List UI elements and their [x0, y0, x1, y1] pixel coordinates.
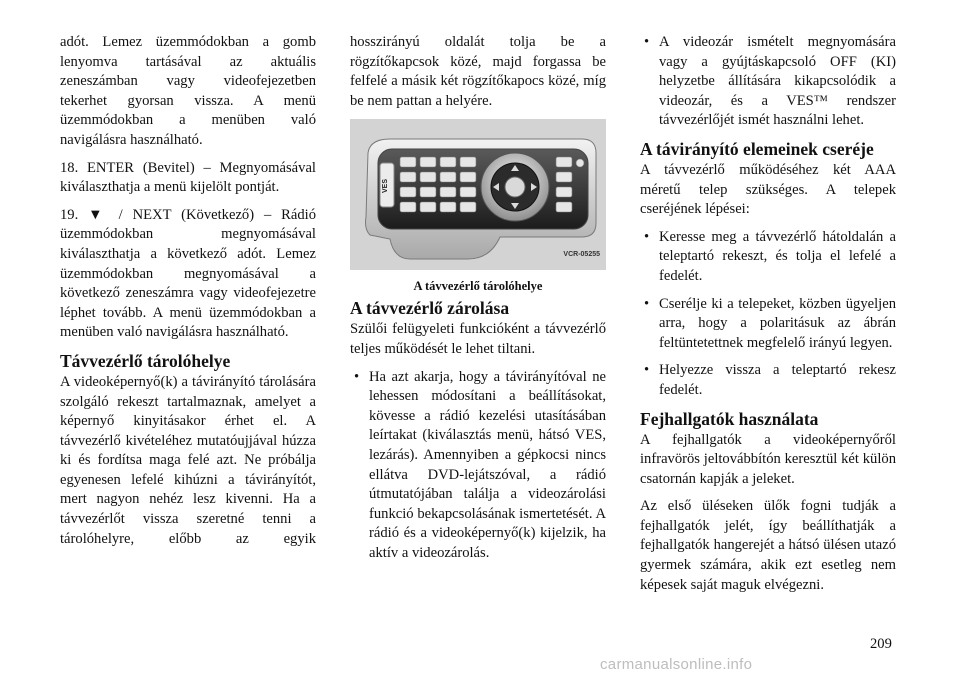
bullet-list [640, 33, 896, 131]
paragraph-enter: 18. ENTER (Bevitel) – Megnyomásával kiválaszthatja a menü kijelölt pontját. [60, 159, 316, 196]
figure-caption: A távvezérlő tárolóhelye [413, 279, 543, 294]
heading-headphones: Fejhallgatók használata [640, 408, 819, 429]
list-item: • Helyezze vissza a teleptartó rekesz fedelét. [640, 361, 896, 400]
list-item: • Cserélje ki a telepeket, közben ügyeljen arra, hogy a polaritásuk az ábrán feltüntetettnek megfelelő irányú legyen. [640, 295, 896, 354]
list-item: • A videozár ismételt megnyomására vagy a gyújtáskapcsoló OFF (KI) helyzetbe állítására kikapcsolódik a videozár, és a VES™ rendszer távvezérlőjét ismét használni lehet. [640, 33, 896, 131]
paragraph: Az első üléseken ülők fogni tudják a fejhallgatók jelét, így beállíthatják a fejhallgatók hangerejét a hátsó ülésen utazó gyermek számára, akik ezt esetleg nem képesek saját maguk elvégezni. [640, 498, 896, 593]
column-left [60, 33, 316, 557]
svg-text:VES: VES [382, 179, 389, 194]
paragraph: A videoképernyő(k) a távirányító tárolására szolgáló rekeszt tartalmaznak, amelyet a képernyő kinyitásakor érhet el. A távvezérlő kivételéhez mutatóujjával húzza ki és fordítsa maga felé azt. Ne próbálja egyenesen lefelé kihúzni a távirányítót, mert nagyon nehéz lesz kivenni. Ha a távvezérlőt vissza szeretné tenni a tárolóhelyre, előbb az egyik [60, 373, 316, 547]
bullet-list [350, 368, 606, 564]
heading-battery-replacement: A távirányító elemeinek cseréje [640, 138, 874, 159]
watermark: carmanualsonline.info [600, 656, 753, 673]
bullet-list [640, 228, 896, 401]
paragraph: A távvezérlő működéséhez két AAA méretű telep szükséges. A telepek cseréjének lépései: [640, 161, 896, 218]
heading-remote-lock: A távvezérlő zárolása [350, 298, 510, 319]
page-number: 209 [870, 636, 892, 652]
list-item: • Ha azt akarja, hogy a távirányítóval ne lehessen módosítani a beállításokat, kövesse a rádió kezelési utasításában leírtakat (kiválasztás menü, hátsó VES, lezárás). Amennyiben a gépkocsi nincs ellátva DVD-lejátszóval, a rádió útmutatójában találja a videozárolási funkció bekapcsolásának ismertetését. A rádió és a videoképernyő(k) kijelzik, ha aktív a videozárolás. [350, 368, 606, 564]
paragraph-next: 19. ▼ / NEXT (Következő) – Rádió üzemmódokban megnyomásával kiválaszthatja a következő adót. Lemez üzemmódokban megnyomásával a következő zeneszámra vagy videofejezetre léphet tovább. A menü üzemmódokban a menüben való navigálásra használható. [60, 206, 316, 341]
remote-storage-figure [350, 119, 606, 270]
paragraph: adót. Lemez üzemmódokban a gomb lenyomva tartásával az aktuális zeneszámban vagy videofejezetben tekerhet gyorsan vissza. A menü üzemmódokban a menüben való navigálásra használható. [60, 34, 316, 148]
paragraph: hosszirányú oldalát tolja be a rögzítőkapcsok közé, majd forgassa be felfelé a másik két rögzítőkapocs közé, míg be nem pattan a helyére. [350, 34, 606, 109]
paragraph: A fejhallgatók a videoképernyőről infravörös jeltovábbítón keresztül két külön csatornán kapják a jeleket. [640, 431, 896, 487]
heading-remote-storage: Távvezérlő tárolóhelye [60, 350, 231, 371]
column-middle [350, 33, 606, 572]
list-item: • Keresse meg a távvezérlő hátoldalán a teleptartó rekeszt, és tolja el lefelé a fedelét. [640, 228, 896, 287]
figure-code: VCR-05255 [563, 250, 600, 258]
column-right [640, 33, 896, 603]
paragraph: Szülői felügyeleti funkcióként a távvezérlő teljes működését le lehet tiltani. [350, 321, 606, 357]
